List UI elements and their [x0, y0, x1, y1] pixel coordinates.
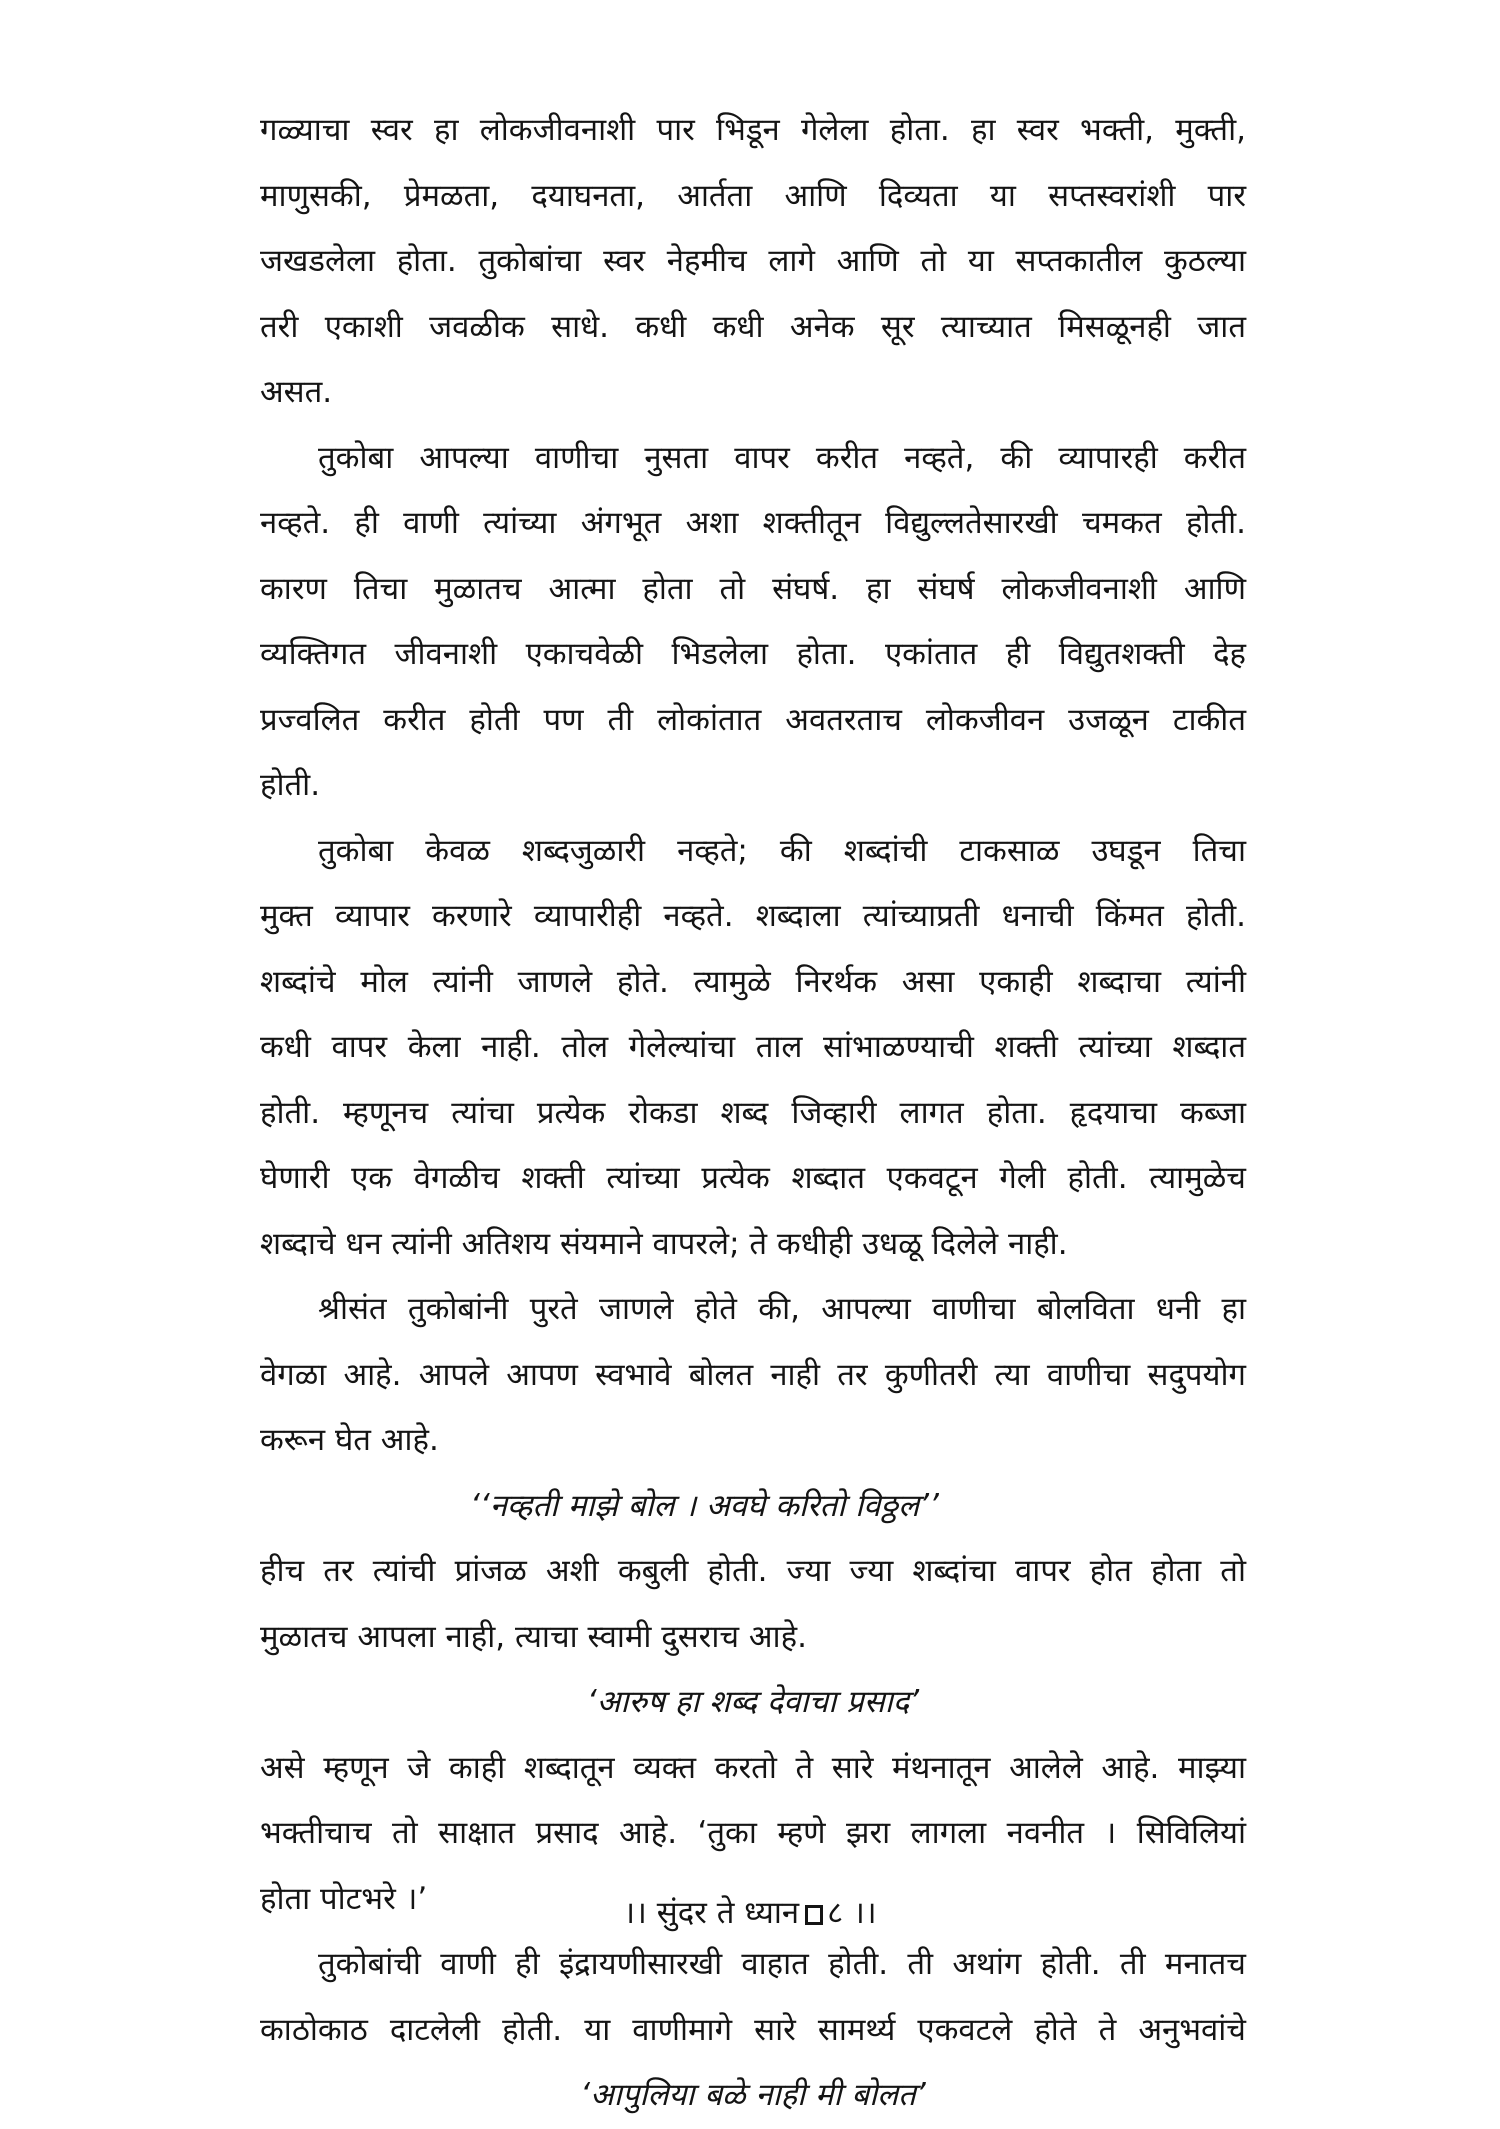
- paragraph-start-line: तुकोबा आपल्या वाणीचा नुसता वापर करीत नव्हते, की व्यापारही करीत: [318, 439, 1246, 476]
- paragraph-start-line: श्रीसंत तुकोबांनी पुरते जाणले होते की, आपल्या वाणीचा बोलविता धनी हा: [318, 1291, 1246, 1327]
- text-line: भक्तीचाच तो साक्षात प्रसाद आहे. ‘तुका म्हणे झरा लागला नवनीत । सिविलियां: [260, 1815, 1246, 1851]
- page-number: ८ ।।: [827, 1895, 877, 1931]
- text-line: व्यक्तिगत जीवनाशी एकाचवेळी भिडलेला होता. एकांतात ही विद्युतशक्ती देह: [260, 636, 1246, 672]
- square-ornament-icon: [805, 1905, 823, 1925]
- text-line: होता पोटभरे ।’: [260, 1880, 428, 1917]
- text-line: कधी वापर केला नाही. तोल गेलेल्यांचा ताल सांभाळण्याची शक्ती त्यांच्या शब्दात: [260, 1029, 1246, 1065]
- text-line: मुळातच आपला नाही, त्याचा स्वामी दुसराच आहे.: [260, 1618, 807, 1655]
- text-line: घेणारी एक वेगळीच शक्ती त्यांच्या प्रत्येक शब्दात एकवटून गेली होती. त्यामुळेच: [260, 1160, 1246, 1196]
- text-line: तरी एकाशी जवळीक साधे. कधी कधी अनेक सूर त्याच्यात मिसळूनही जात: [260, 308, 1246, 345]
- verse-quote: ‘आरुष हा शब्द देवाचा प्रसाद’: [586, 1684, 920, 1720]
- page-footer: [0, 1888, 1500, 1938]
- verse-quote: ‘आपुलिया बळे नाही मी बोलत’: [580, 2077, 926, 2113]
- text-line: हीच तर त्यांची प्रांजळ अशी कबुली होती. ज्या ज्या शब्दांचा वापर होत होता तो: [260, 1553, 1246, 1589]
- footer-title: ।। सुंदर ते ध्यान: [623, 1895, 800, 1931]
- verse-quote: ‘‘नव्हती माझे बोल । अवघे करितो विठ्ठल’’: [470, 1487, 939, 1524]
- text-line: गळ्याचा स्वर हा लोकजीवनाशी पार भिडून गेलेला होता. हा स्वर भक्ती, मुक्ती,: [260, 112, 1246, 148]
- text-line: काठोकाठ दाटलेली होती. या वाणीमागे सारे सामर्थ्य एकवटले होते ते अनुभवांचे: [260, 2011, 1246, 2048]
- text-line: शब्दांचे मोल त्यांनी जाणले होते. त्यामुळे निरर्थक असा एकाही शब्दाचा त्यांनी: [260, 963, 1246, 1000]
- text-line: करून घेत आहे.: [260, 1422, 439, 1458]
- text-line: कारण तिचा मुळातच आत्मा होता तो संघर्ष. हा संघर्ष लोकजीवनाशी आणि: [260, 570, 1246, 607]
- text-line: असत.: [260, 374, 333, 410]
- text-line: प्रज्वलित करीत होती पण ती लोकांतात अवतरताच लोकजीवन उजळून टाकीत: [260, 701, 1246, 738]
- text-line: होती.: [260, 767, 321, 803]
- paragraph-start-line: तुकोबांची वाणी ही इंद्रायणीसारखी वाहात होती. ती अथांग होती. ती मनातच: [318, 1946, 1246, 1982]
- text-line: असे म्हणून जे काही शब्दातून व्यक्त करतो ते सारे मंथनातून आलेले आहे. माझ्या: [260, 1749, 1246, 1786]
- body-text: [260, 98, 1246, 2129]
- text-line: शब्दाचे धन त्यांनी अतिशय संयमाने वापरले; ते कधीही उधळू दिलेले नाही.: [260, 1225, 1068, 1262]
- paragraph-start-line: तुकोबा केवळ शब्दजुळारी नव्हते; की शब्दांची टाकसाळ उघडून तिचा: [318, 832, 1246, 869]
- text-line: मुक्त व्यापार करणारे व्यापारीही नव्हते. शब्दाला त्यांच्याप्रती धनाची किंमत होती.: [260, 898, 1246, 934]
- text-line: वेगळा आहे. आपले आपण स्वभावे बोलत नाही तर कुणीतरी त्या वाणीचा सदुपयोग: [260, 1356, 1246, 1393]
- text-line: जखडलेला होता. तुकोबांचा स्वर नेहमीच लागे आणि तो या सप्तकातील कुठल्या: [260, 243, 1246, 279]
- text-line: नव्हते. ही वाणी त्यांच्या अंगभूत अशा शक्तीतून विद्युल्लतेसारखी चमकत होती.: [260, 505, 1246, 541]
- text-line: होती. म्हणूनच त्यांचा प्रत्येक रोकडा शब्द जिव्हारी लागत होता. हृदयाचा कब्जा: [260, 1094, 1246, 1131]
- text-line: माणुसकी, प्रेमळता, दयाघनता, आर्तता आणि दिव्यता या सप्तस्वरांशी पार: [260, 177, 1246, 214]
